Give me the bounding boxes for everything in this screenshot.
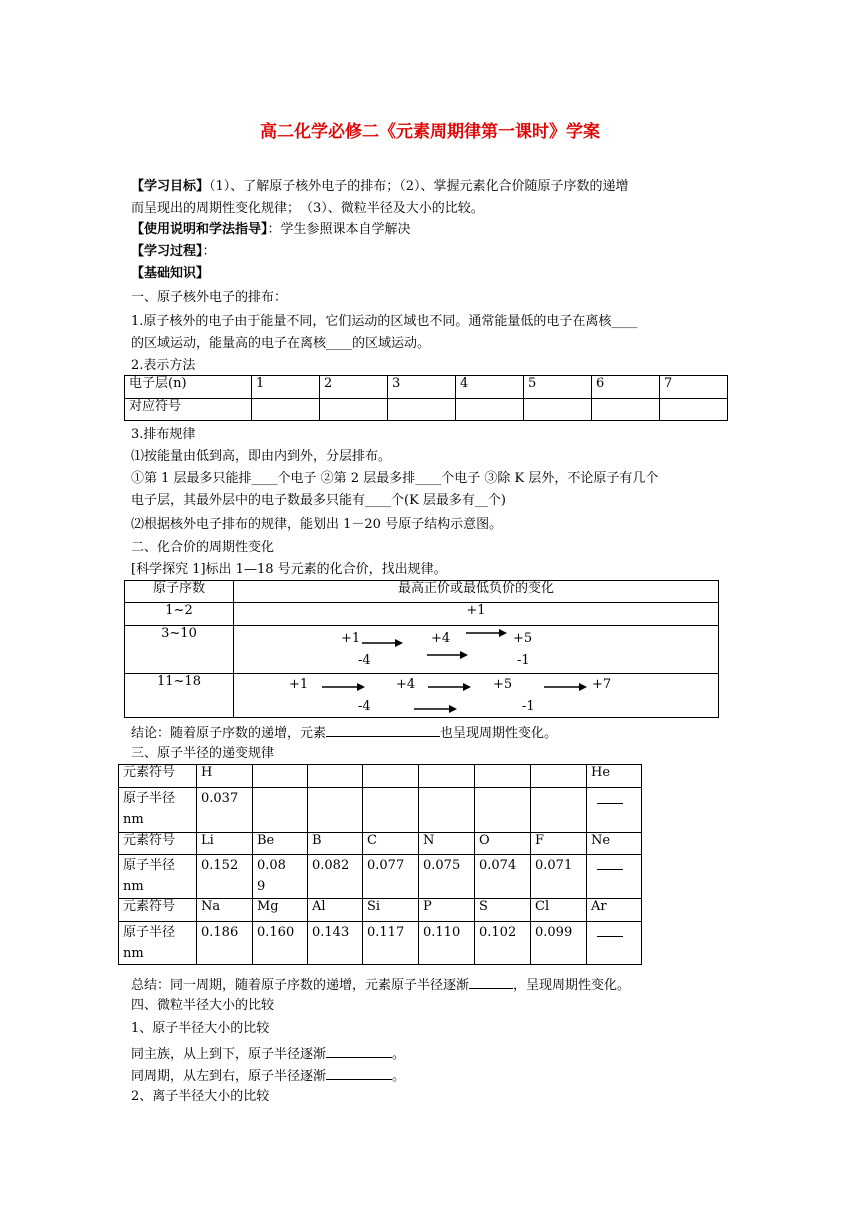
atomic-radius: 0.074 [475,855,531,899]
arrow-right-icon [466,628,508,638]
section1-para1-line2: 的区域运动，能量高的电子在离核____的区域运动。 [131,336,431,351]
element-symbol: Ne [587,833,642,855]
element-symbol [363,765,419,788]
noble-gas-dash [587,922,642,965]
shell-cell: 3 [388,376,456,399]
symbol-cell [592,399,660,421]
section1-para2: 2.表示方法 [131,358,196,373]
valence-value: +1 [341,631,361,646]
shell-table [124,375,728,421]
section4-sub1: 1、原子半径大小的比较 [131,1021,270,1036]
symbol-cell [320,399,388,421]
valence-value: +4 [431,631,451,646]
radius-row-label: 元素符号 [119,765,197,788]
radius-row-label: 原子半径 nm [119,922,197,965]
atomic-radius [419,788,475,833]
same-group-blank [326,1044,392,1058]
same-group-text: 同主族，从上到下，原子半径逐渐 [131,1047,327,1062]
atomic-radius: 0.186 [197,922,253,965]
valence-value: +4 [396,677,416,692]
arrow-right-icon [427,650,469,660]
same-group-end: 。 [392,1047,406,1062]
atomic-radius: 0.160 [253,922,308,965]
atomic-radius: 0.077 [363,855,419,899]
element-symbol: N [419,833,475,855]
atomic-radius: 0.152 [197,855,253,899]
atomic-radius: 0.117 [363,922,419,965]
process-label: 【学习过程】 [131,244,203,259]
element-symbol [419,765,475,788]
element-symbol: Al [308,899,363,922]
element-symbol [475,765,531,788]
section1-para3: 3.排布规律 [131,427,196,442]
learning-goal-label: 【学习目标】 [131,179,210,194]
same-period-text: 同周期，从左到右，原子半径逐渐 [131,1069,327,1084]
shell-cell: 7 [660,376,728,399]
symbol-cell [252,399,320,421]
section1-heading: 一、原子核外电子的排布： [131,290,288,305]
valence-value: -1 [517,653,530,668]
valence-col-atomic-number: 原子序数 [125,581,234,603]
element-symbol: Be [253,833,308,855]
atomic-radius: 0.143 [308,922,363,965]
section4-sub2: 2、离子半径大小的比较 [131,1089,270,1104]
same-period-line [131,1066,405,1085]
element-symbol: P [419,899,475,922]
radius-row-label: 原子半径 nm [119,855,197,899]
rule-3: ⑵根据核外电子排布的规律，能划出 1－20 号原子结构示意图。 [131,517,503,532]
summary-text-b: ，呈现周期性变化。 [513,978,631,993]
element-symbol: Ar [587,899,642,922]
valence-row-3-10 [234,626,719,674]
noble-gas-dash [587,855,642,899]
learning-process [131,244,216,260]
shell-row-label: 电子层(n) [125,376,252,399]
shell-cell: 6 [592,376,660,399]
atomic-radius [475,788,531,833]
usage-guide [131,222,411,238]
valence-value: +1 [289,677,309,692]
rule-2-line2: 电子层，其最外层中的电子数最多只能有____个(K 层最多有__个) [131,493,506,508]
section4-heading: 四、微粒半径大小的比较 [131,998,275,1013]
atomic-radius: 0.110 [419,922,475,965]
element-symbol: Li [197,833,253,855]
basic-knowledge-heading: 【基础知识】 [131,266,210,281]
element-symbol: O [475,833,531,855]
symbol-cell [524,399,592,421]
science-explore: [科学探究 1]标出 1—18 号元素的化合价，找出规律。 [131,562,447,577]
atomic-radius: 0.102 [475,922,531,965]
shell-cell: 5 [524,376,592,399]
element-symbol: C [363,833,419,855]
radius-row-label: 元素符号 [119,833,197,855]
element-symbol: H [197,765,253,788]
shell-cell: 1 [252,376,320,399]
learning-goal-text1: （1）、了解原子核外电子的排布；（2）、掌握元素化合价随原子序数的递增 [209,179,629,194]
valence-col-change: 最高正价或最低负价的变化 [234,581,719,603]
valence-table [124,580,719,718]
element-symbol: S [475,899,531,922]
element-symbol [308,765,363,788]
valence-range: 1~2 [125,603,234,626]
element-symbol [253,765,308,788]
section2-heading: 二、化合价的周期性变化 [131,540,275,555]
process-text: ： [202,244,216,259]
valence-value: +5 [493,677,513,692]
atomic-radius [363,788,419,833]
element-symbol: He [587,765,642,788]
learning-goal-line2: 而呈现出的周期性变化规律； （3）、微粒半径及大小的比较。 [131,201,484,216]
atomic-radius [531,788,587,833]
symbol-cell [456,399,524,421]
same-group-line [131,1044,405,1063]
valence-value: -4 [358,653,371,668]
conclusion-blank [326,723,440,737]
valence-value: -4 [358,699,371,714]
atomic-radius: 0.071 [531,855,587,899]
summary-text-a: 总结：同一周期，随着原子序数的递增，元素原子半径逐渐 [131,978,470,993]
summary-blank [469,975,513,989]
symbol-cell [388,399,456,421]
learning-goal-line1 [131,179,629,195]
atomic-radius: 0.037 [197,788,253,833]
valence-value: +1 [234,603,719,626]
element-symbol: F [531,833,587,855]
conclusion-text-b: 也呈现周期性变化。 [440,726,558,741]
shell-cell: 2 [320,376,388,399]
symbol-cell [660,399,728,421]
element-symbol: Mg [253,899,308,922]
summary [131,975,630,994]
atomic-radius [253,788,308,833]
atomic-radius-table [118,764,642,965]
same-period-blank [326,1066,392,1080]
same-period-end: 。 [392,1069,406,1084]
valence-value: -1 [522,699,535,714]
element-symbol: Si [363,899,419,922]
arrow-right-icon [544,682,588,692]
atomic-radius: 0.099 [531,922,587,965]
valence-range: 11~18 [125,674,234,718]
section3-heading: 三、原子半径的递变规律 [131,746,275,761]
atomic-radius: 0.075 [419,855,475,899]
arrow-right-icon [414,704,458,714]
page-title: 高二化学必修二《元素周期律第一课时》学案 [260,122,600,142]
arrow-right-icon [322,682,366,692]
element-symbol [531,765,587,788]
element-symbol: Na [197,899,253,922]
section1-para1-line1: 1.原子核外的电子由于能量不同，它们运动的区域也不同。通常能量低的电子在离核____ [131,314,638,329]
element-symbol: Cl [531,899,587,922]
valence-value: +5 [513,631,533,646]
usage-label: 【使用说明和学法指导】 [131,222,268,237]
valence-row-11-18 [234,674,719,718]
shell-cell: 4 [456,376,524,399]
usage-text: ：学生参照课本自学解决 [267,222,411,237]
symbol-row-label: 对应符号 [125,399,252,421]
conclusion [131,723,557,742]
conclusion-text-a: 结论：随着原子序数的递增，元素 [131,726,327,741]
noble-gas-dash [587,788,642,833]
rule-1: ⑴按能量由低到高，即由内到外，分层排布。 [131,449,392,464]
arrow-right-icon [428,682,472,692]
radius-row-label: 原子半径 nm [119,788,197,833]
valence-range: 3~10 [125,626,234,674]
element-symbol: B [308,833,363,855]
valence-value: +7 [592,677,612,692]
radius-row-label: 元素符号 [119,899,197,922]
rule-2-line1: ①第 1 层最多只能排____个电子 ②第 2 层最多排____个电子 ③除 K 层外，不论原子有几个 [131,471,659,486]
arrow-right-icon [362,638,404,648]
atomic-radius [308,788,363,833]
atomic-radius: 0.082 [308,855,363,899]
atomic-radius: 0.08 9 [253,855,308,899]
